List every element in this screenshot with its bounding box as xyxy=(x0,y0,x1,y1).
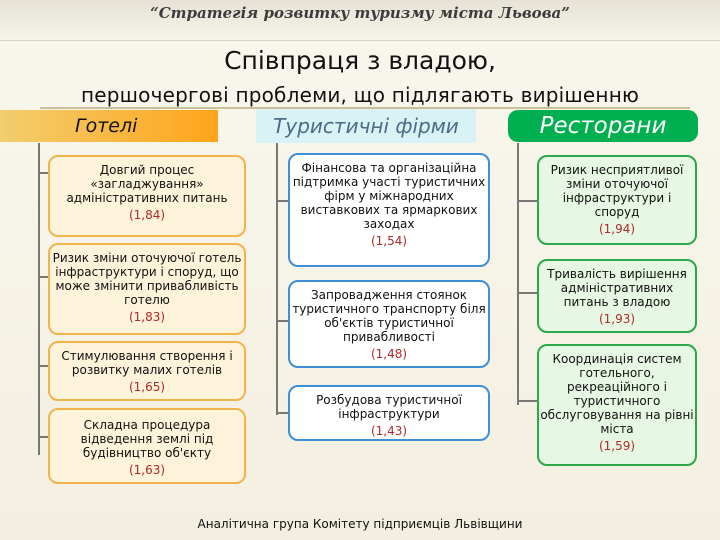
restaurants-item-value: (1,94) xyxy=(598,222,636,236)
agencies-item xyxy=(288,385,490,441)
restaurants-connector-branch xyxy=(517,292,537,294)
footer-credit: Аналітична група Комітету підприємців Львівщини xyxy=(197,517,523,531)
hotels-item-value: (1,84) xyxy=(128,208,166,222)
restaurants-item-value: (1,59) xyxy=(598,439,636,453)
restaurants-item xyxy=(537,155,697,245)
slide-subtitle: першочергові проблеми, що підлягають вирішенню xyxy=(80,83,640,107)
hotels-item-text: Складна процедура відведення землі під будівництво об'єкту xyxy=(80,418,214,460)
restaurants-connector-branch xyxy=(517,200,537,202)
hotels-item-value: (1,65) xyxy=(128,380,166,394)
agencies-connector-branch xyxy=(276,200,288,202)
hotels-connector-branch xyxy=(38,436,48,438)
restaurants-item xyxy=(537,344,697,466)
restaurants-connector-branch xyxy=(517,400,537,402)
restaurants-header-label: Ресторани xyxy=(539,113,667,139)
hotels-item-value: (1,83) xyxy=(128,310,166,324)
agencies-item-text: Розбудова туристичної інфраструктури xyxy=(316,393,462,421)
agencies-item-value: (1,48) xyxy=(370,347,408,361)
hotels-item xyxy=(48,243,246,335)
hotels-connector xyxy=(38,143,40,455)
hotels-item xyxy=(48,155,246,237)
hotels-item-text: Ризик зміни оточуючої готель інфраструктури і споруд, що може змінити привабливість готелю xyxy=(52,251,242,307)
agencies-connector-branch xyxy=(276,320,288,322)
agencies-item xyxy=(288,153,490,267)
restaurants-item-text: Тривалість вирішення адміністративних питань з владою xyxy=(547,267,687,309)
restaurants-item-text: Координація систем готельного, рекреаційного і туристичного обслуговування на рівні міста xyxy=(540,352,694,436)
agencies-header-label: Туристичні фірми xyxy=(273,114,459,138)
hotels-item xyxy=(48,408,246,484)
hotels-connector-branch xyxy=(38,172,48,174)
hotels-connector-branch xyxy=(38,276,48,278)
agencies-item-text: Запровадження стоянок туристичного транспорту біля об'єктів туристичної привабливості xyxy=(292,288,486,344)
hotels-item-text: Довгий процес «загладжування» адміністративних питань xyxy=(66,163,228,205)
top-subtitle: “Стратегія розвитку туризму міста Львова” xyxy=(150,4,570,22)
agencies-item-value: (1,54) xyxy=(370,234,408,248)
restaurants-item xyxy=(537,259,697,333)
agencies-connector-branch xyxy=(276,412,288,414)
hotels-item-value: (1,63) xyxy=(128,463,166,477)
hotels-item-text: Стимулювання створення і розвитку малих готелів xyxy=(61,349,233,377)
agencies-item xyxy=(288,280,490,368)
restaurants-item-text: Ризик несприятливої зміни оточуючої інфраструктури і споруд xyxy=(550,163,684,219)
slide-title: Співпраця з владою, xyxy=(224,46,496,75)
restaurants-connector xyxy=(517,143,519,405)
agencies-item-text: Фінансова та організаційна підтримка участі туристичних фірм у міжнародних виставкових та ярмаркових заходах xyxy=(292,161,486,231)
hotels-header-label: Готелі xyxy=(75,115,138,137)
hotels-item xyxy=(48,341,246,401)
agencies-connector xyxy=(276,143,278,415)
hotels-connector-branch xyxy=(38,365,48,367)
agencies-item-value: (1,43) xyxy=(370,424,408,438)
restaurants-item-value: (1,93) xyxy=(598,312,636,326)
